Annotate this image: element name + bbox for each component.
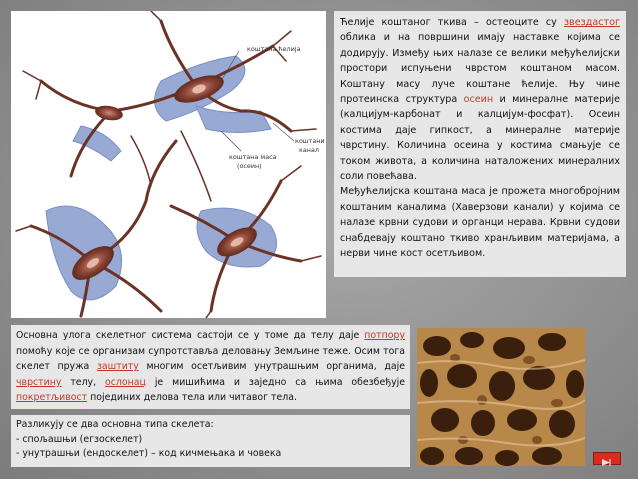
osteocyte-paragraph (340, 15, 620, 184)
text-segment: и минералне материје (калцијум-карбонат и калцијум-фосфат). Осеин костима даје гипкост, а минералне материје чврстину. Количина осеина у костима смањује се током живота, а количина наталожених минералних соли повећава. (340, 94, 620, 183)
skeleton-role-panel (11, 325, 410, 409)
haversian-paragraph: Међућелијска коштана маса је прожета многобројним коштаним каналима (Хаверзови канали) у којима се налазе крвни судови и органци нерава. Крвни судови снабдевају коштано ткиво хранљивим материјама, а нерви чине кост осетљивом. (340, 186, 620, 260)
text-segment: Ћелије коштаног ткива – остеоците су (340, 17, 564, 28)
skeleton-types-panel (11, 415, 410, 467)
label-bone-mass: коштана маса (229, 153, 277, 161)
text-segment: телу, (61, 376, 106, 388)
link-stellate[interactable]: звездастог (563, 17, 620, 28)
types-intro: Разликују се два основна типа скелета: (16, 419, 214, 430)
osteocyte-illustration (11, 11, 326, 318)
type-exoskeleton: - спољашњи (егзоскелет) (16, 433, 143, 445)
osteocyte-description-panel (334, 11, 626, 277)
spongy-bone-photo (417, 328, 585, 466)
link-firmness[interactable]: чврстину (16, 376, 62, 388)
spongy-bone-image (417, 328, 585, 466)
text-segment: облика и на површини имају наставке којима се додирују. Између њих налазе се велики међућелијски простори испуњени чврстом коштаном масом. Коштану масу луче коштане ћелије. Њу чине протеинска структура (340, 32, 620, 106)
text-segment: Основна улога скелетног система састоји се у томе да телу даје (16, 330, 365, 341)
label-bone-mass-osein: (осеин) (237, 162, 262, 170)
text-segment: је мишићима и заједно са њима обезбеђује (145, 376, 405, 388)
next-slide-button[interactable] (593, 452, 621, 465)
osteocyte-diagram (11, 11, 326, 318)
label-bone-cell: коштана ћелија (247, 45, 301, 53)
type-endoskeleton: - унутрашњи (ендоскелет) – код кичмењака и човека (16, 448, 282, 459)
link-anchor[interactable]: ослонац (105, 376, 146, 388)
text-segment: многим осетљивим унутрашњим органима, даје (138, 361, 405, 373)
label-bone-canal: коштани (295, 137, 325, 145)
link-support[interactable]: потпору (364, 330, 405, 341)
link-mobility[interactable]: покретљивост (16, 392, 88, 404)
arrow-right-icon (594, 457, 620, 468)
term-osein: осеин (463, 94, 494, 106)
link-protection[interactable]: заштиту (96, 361, 139, 373)
text-segment: помоћу које се организам супротставља деловању Земљине теже. Осим тога скелет пружа (16, 345, 405, 373)
text-segment: појединих делова тела или читавог тела. (87, 392, 297, 404)
label-bone-canal-2: канал (299, 146, 319, 154)
